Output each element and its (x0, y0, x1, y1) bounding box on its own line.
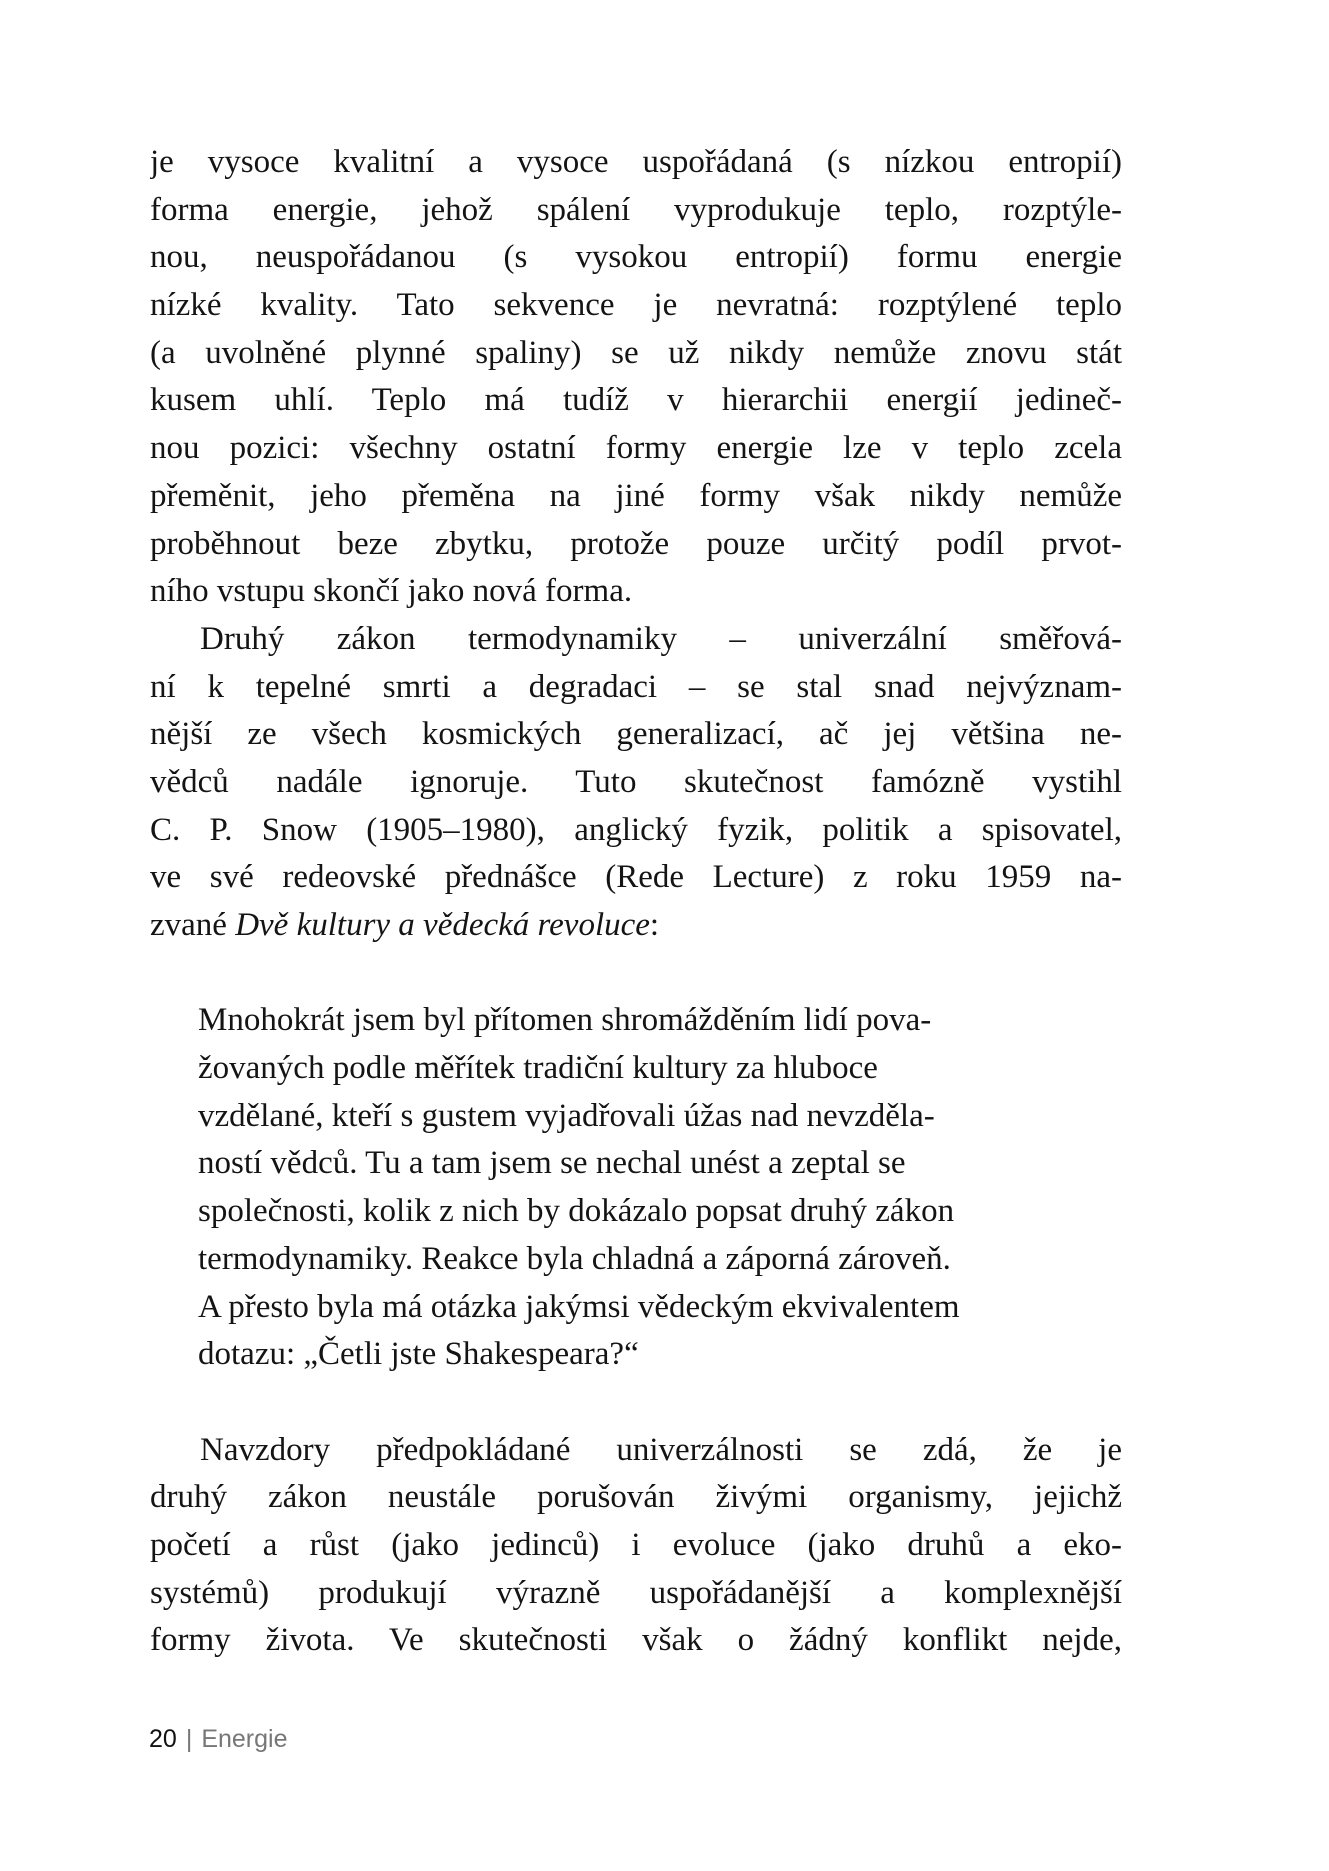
text-segment: : (649, 907, 660, 943)
quote-line: termodynamiky. Reakce byla chladná a záporná zároveň. (198, 1240, 951, 1277)
paragraph-3-line: systémů) produkují výrazně uspořádanější a komplexnější (150, 1574, 1122, 1611)
page-number: 20 (149, 1725, 177, 1753)
paragraph-3-line: druhý zákon neustále porušován živými organismy, jejichž (150, 1479, 1122, 1516)
section-title: Energie (201, 1725, 288, 1753)
paragraph-2-line: C. P. Snow (1905–1980), anglický fyzik, politik a spisovatel, (150, 811, 1122, 848)
paragraph-1-line: nou, neuspořádanou (s vysokou entropií) formu energie (150, 239, 1122, 276)
paragraph-2-line: ve své redeovské přednášce (Rede Lecture) z roku 1959 na- (150, 859, 1122, 896)
page-footer (149, 1724, 287, 1754)
paragraph-2-line: Druhý zákon termodynamiky – univerzální směřová- (200, 620, 1122, 657)
paragraph-1-line: nou pozici: všechny ostatní formy energie lze v teplo zcela (150, 430, 1122, 467)
quote-line: ností vědců. Tu a tam jsem se nechal unést a zeptal se (198, 1145, 906, 1182)
paragraph-gap (150, 950, 1122, 998)
paragraph-1-line: (a uvolněné plynné spaliny) se už nikdy nemůže znovu stát (150, 334, 1122, 371)
paragraph-1-line: přeměnit, jeho přeměna na jiné formy však nikdy nemůže (150, 477, 1122, 514)
paragraph-2-line (150, 902, 1122, 950)
paragraph-2-line: vědců nadále ignoruje. Tuto skutečnost famózně vystihl (150, 763, 1122, 800)
paragraph-1-line: proběhnout beze zbytku, protože pouze určitý podíl prvot- (150, 525, 1122, 562)
paragraph-3-line: formy života. Ve skutečnosti však o žádný konflikt nejde, (150, 1622, 1122, 1659)
paragraph-1-line: nízké kvality. Tato sekvence je nevratná: rozptýlené teplo (150, 287, 1122, 324)
paragraph-1-line: kusem uhlí. Teplo má tudíž v hierarchii energií jedineč- (150, 382, 1122, 419)
text-segment: zvané (150, 907, 236, 943)
page-body (150, 139, 1122, 1665)
paragraph-2-line: nější ze všech kosmických generalizací, ač jej většina ne- (150, 716, 1122, 753)
quote-line: A přesto byla má otázka jakýmsi vědeckým ekvivalentem (198, 1288, 960, 1325)
quote-line: společnosti, kolik z nich by dokázalo popsat druhý zákon (198, 1193, 955, 1230)
quote-line: Mnohokrát jsem byl přítomen shromážděním lidí pova- (198, 1002, 932, 1039)
paragraph-3-line: početí a růst (jako jedinců) i evoluce (jako druhů a eko- (150, 1526, 1122, 1563)
paragraph-1-line: ního vstupu skončí jako nová forma. (150, 573, 633, 610)
paragraph-gap (150, 1379, 1122, 1427)
paragraph-2-line: ní k tepelné smrti a degradaci – se stal snad nejvýznam- (150, 668, 1122, 705)
quote-line: dotazu: „Četli jste Shakespeara?“ (198, 1336, 639, 1373)
paragraph-1-line: je vysoce kvalitní a vysoce uspořádaná (s nízkou entropií) (150, 144, 1122, 180)
book-title: Dvě kultury a vědecká revoluce (235, 907, 650, 943)
quote-line: vzdělané, kteří s gustem vyjadřovali úžas nad nevzděla- (198, 1097, 935, 1134)
footer-separator: | (185, 1725, 193, 1753)
quote-line: žovaných podle měřítek tradiční kultury za hluboce (198, 1050, 878, 1087)
paragraph-3-line: Navzdory předpokládané univerzálnosti se zdá, že je (200, 1431, 1122, 1468)
paragraph-1-line: forma energie, jehož spálení vyprodukuje teplo, rozptýle- (150, 191, 1122, 228)
